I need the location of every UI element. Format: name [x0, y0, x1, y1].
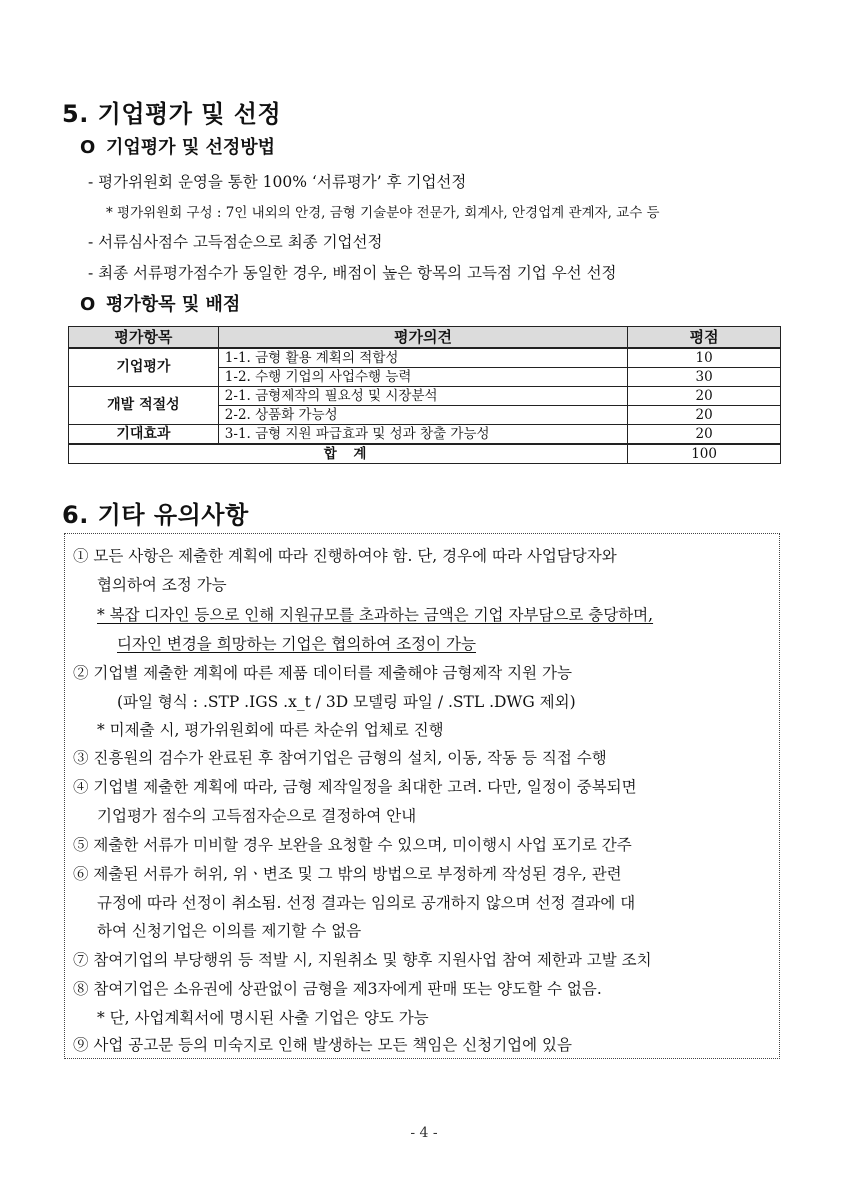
notice-line: ③ 진흥원의 검수가 완료된 후 참여기업은 금형의 설치, 이동, 작동 등 직접 수행 [73, 749, 607, 767]
page-number: - 4 - [410, 1125, 438, 1141]
score-cell: 20 [628, 406, 781, 425]
notice-line: ⑥ 제출된 서류가 허위, 위ㆍ변조 및 그 밖의 방법으로 부정하게 작성된 경우, 관련 [73, 865, 622, 883]
score-cell: 20 [628, 425, 781, 445]
scoring-heading-text: 평가항목 및 배점 [106, 294, 241, 315]
opinion-cell: 3-1. 금형 지원 파급효과 및 성과 창출 가능성 [218, 425, 627, 445]
table-row [69, 348, 781, 368]
table-row [69, 425, 781, 445]
notice-box [64, 533, 780, 1059]
table-header-row [69, 327, 781, 349]
evaluation-table [68, 326, 781, 464]
notice-line: 규정에 따라 선정이 취소됨. 선정 결과는 임의로 공개하지 않으며 선정 결과에 대 [97, 894, 636, 912]
notice-line: (파일 형식 : .STP .IGS .x_t / 3D 모델링 파일 / .STL .DWG 제외) [117, 693, 576, 711]
method-note: * 평가위원회 구성 : 7인 내외의 안경, 금형 기술분야 전문가, 회계사, 안경업계 관계자, 교수 등 [106, 205, 660, 221]
header-score: 평점 [628, 327, 781, 349]
notice-line: ② 기업별 제출한 계획에 따른 제품 데이터를 제출해야 금형제작 지원 가능 [73, 664, 572, 682]
notice-line-underlined: * 복잡 디자인 등으로 인해 지원규모를 초과하는 금액은 기업 자부담으로 충당하며, [97, 606, 654, 624]
opinion-cell: 1-1. 금형 활용 계획의 적합성 [218, 348, 627, 368]
opinion-cell: 2-2. 상품화 가능성 [218, 406, 627, 425]
notice-line-underlined: 디자인 변경을 희망하는 기업은 협의하여 조정이 가능 [117, 635, 476, 653]
table-total-row [69, 444, 781, 464]
circle-bullet-icon: O [80, 137, 96, 158]
notice-line: ⑤ 제출한 서류가 미비할 경우 보완을 요청할 수 있으며, 미이행시 사업 포기로 간주 [73, 836, 632, 854]
method-item: - 최종 서류평가점수가 동일한 경우, 배점이 높은 항목의 고득점 기업 우선 선정 [88, 264, 617, 282]
header-opinion: 평가의견 [218, 327, 627, 349]
section-6-title: 6. 기타 유의사항 [62, 501, 249, 529]
section-5-title: 5. 기업평가 및 선정 [62, 100, 282, 128]
notice-line: 협의하여 조정 가능 [97, 576, 227, 594]
notice-line: 하여 신청기업은 이의를 제기할 수 없음 [97, 922, 362, 940]
method-item: - 평가위원회 운영을 통한 100% ‘서류평가’ 후 기업선정 [88, 173, 467, 191]
notice-line: * 미제출 시, 평가위원회에 따른 차순위 업체로 진행 [97, 721, 444, 739]
total-score: 100 [628, 444, 781, 464]
method-heading [80, 133, 275, 159]
category-cell: 기대효과 [69, 425, 219, 445]
score-cell: 30 [628, 368, 781, 387]
circle-bullet-icon: O [80, 294, 96, 315]
category-cell: 개발 적절성 [69, 387, 219, 425]
notice-line: ⑦ 참여기업의 부당행위 등 적발 시, 지원취소 및 향후 지원사업 참여 제한과 고발 조치 [73, 951, 652, 969]
method-item: - 서류심사점수 고득점순으로 최종 기업선정 [88, 233, 383, 251]
notice-line: ⑨ 사업 공고문 등의 미숙지로 인해 발생하는 모든 책임은 신청기업에 있음 [73, 1036, 572, 1054]
notice-line: ⑧ 참여기업은 소유권에 상관없이 금형을 제3자에게 판매 또는 양도할 수 없음. [73, 980, 602, 998]
opinion-cell: 1-2. 수행 기업의 사업수행 능력 [218, 368, 627, 387]
total-label: 합 계 [69, 444, 628, 464]
opinion-cell: 2-1. 금형제작의 필요성 및 시장분석 [218, 387, 627, 406]
score-cell: 10 [628, 348, 781, 368]
notice-line: ① 모든 사항은 제출한 계획에 따라 진행하여야 함. 단, 경우에 따라 사업담당자와 [73, 547, 617, 565]
notice-line: * 단, 사업계획서에 명시된 사출 기업은 양도 가능 [97, 1009, 429, 1027]
notice-line: 기업평가 점수의 고득점자순으로 결정하여 안내 [97, 807, 417, 825]
category-cell: 기업평가 [69, 348, 219, 387]
table-row [69, 387, 781, 406]
header-category: 평가항목 [69, 327, 219, 349]
notice-line: ④ 기업별 제출한 계획에 따라, 금형 제작일정을 최대한 고려. 다만, 일정이 중복되면 [73, 778, 637, 796]
scoring-heading [80, 290, 240, 316]
method-heading-text: 기업평가 및 선정방법 [106, 137, 276, 158]
score-cell: 20 [628, 387, 781, 406]
